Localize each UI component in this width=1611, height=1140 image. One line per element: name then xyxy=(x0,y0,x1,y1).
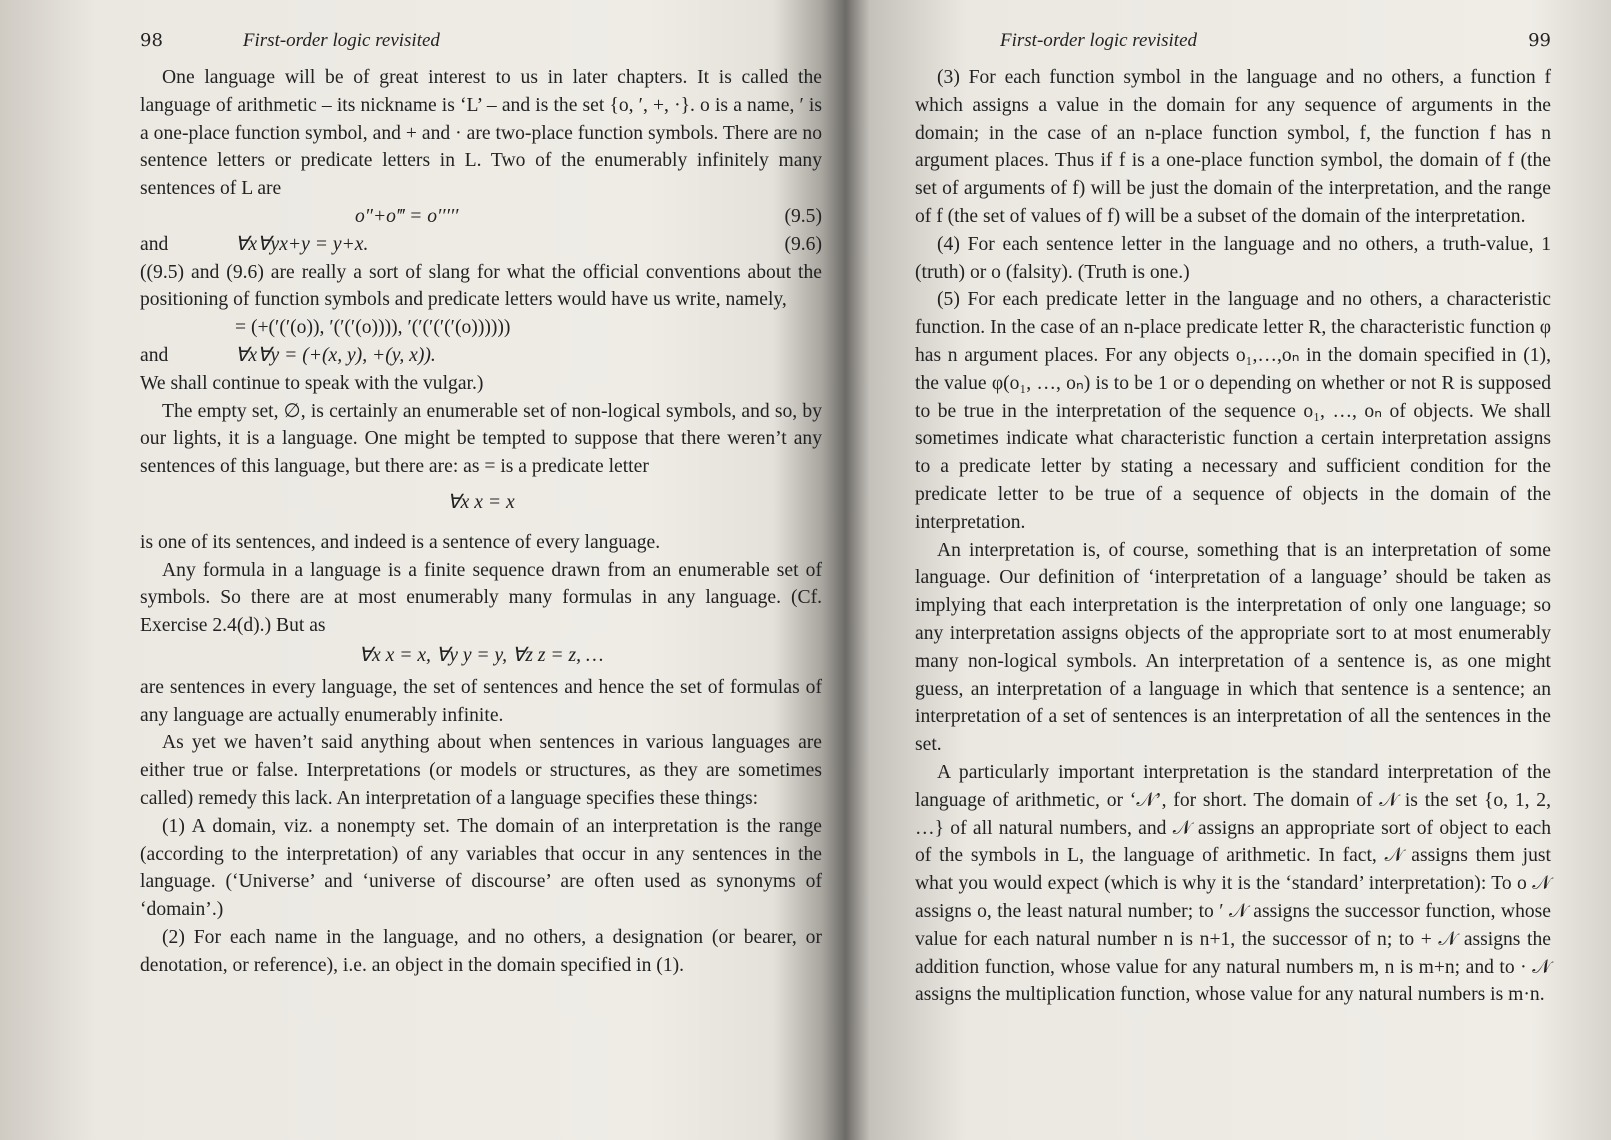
formula-forall-x: ∀x x = x xyxy=(447,491,515,513)
paragraph: As yet we haven’t said anything about when sentences in various languages are either true or false. Interpretations (or models or structures, as they are sometimes called) remedy this lack. An interpretation of a language specifies these things: xyxy=(140,732,822,809)
paragraph: We shall continue to speak with the vulgar.) xyxy=(140,372,484,394)
equation-formula: ∀x∀yx+y = y+x. xyxy=(235,233,369,255)
paragraph: (3) For each function symbol in the language and no others, a function f which assigns a value in the domain for any sequence of arguments in the domain; in the case of an n-place function symbol, f, the function f has n argument places. Thus if f is a one-place function symbol, the domain of f (the set of arguments of f) will be just the domain of the interpretation, and the range of f (the set of values of f) will be a subset of the domain of the interpretation. xyxy=(915,67,1551,227)
paragraph: are sentences in every language, the set of sentences and hence the set of formulas of any language are actually enumerably infinite. xyxy=(140,676,822,726)
paragraph: ((9.5) and (9.6) are really a sort of slang for what the official conventions about the positioning of function symbols and predicate letters would have us write, namely, xyxy=(140,261,822,311)
right-running-head: First-order logic revisited xyxy=(1000,30,1198,51)
paragraph: An interpretation is, of course, something that is an interpretation of some language. Our definition of ‘interpretation of a language’ should be taken as implying that each interpretation is the interpretation of only one language; so any interpretation assigns objects of the appropriate sort to at most enumerably many non-logical symbols. An interpretation of a sentence is, as one might guess, an interpretation of a language in which that sentence is a sentence; an interpretation of a set of sentences is an interpretation of all the sentences in the set. xyxy=(915,539,1551,756)
equation-lead: and xyxy=(140,233,169,255)
paragraph: The empty set, ∅, is certainly an enumerable set of non-logical symbols, and so, by our lights, it is a language. One might be tempted to suppose that there weren’t any sentences of this language, but there are: as = is a predicate letter xyxy=(140,400,822,478)
equation-number: (9.6) xyxy=(784,233,822,255)
paragraph: (1) A domain, viz. a nonempty set. The domain of an interpretation is the range (according to the interpretation) of any variables that occur in any sentences in the language. (‘Universe’ and ‘universe of discourse’ are often used as synonyms of ‘domain’.) xyxy=(140,815,822,921)
paragraph: (5) For each predicate letter in the language and no others, a characteristic function. In the case of an n-place predicate letter R, the characteristic function φ has n argument places. For any objects o₁,…,oₙ in the domain specified in (1), the value φ(o₁, …, oₙ) is to be 1 or o depending on whether or not R is supposed to be true in the interpretation of the sequence o₁, …, oₙ of objects. We shall sometimes indicate what characteristic function a certain interpretation assigns to a predicate letter by stating a necessary and sufficient condition for the predicate letter to be true of a sequence of objects in the domain of the interpretation. xyxy=(915,289,1551,533)
formula: = (+(′(′(o)), ′(′(′(o)))), ′(′(′(′(′(o)))))) xyxy=(235,317,511,339)
formula: ∀x∀y = (+(x, y), +(y, x)). xyxy=(235,344,436,366)
official-formula-1 xyxy=(140,314,822,342)
equation-formula: o″+o‴ = o′′′′′ xyxy=(355,205,459,227)
paragraph: (2) For each name in the language, and no others, a designation (or bearer, or denotation, or reference), i.e. an object in the domain specified in (1). xyxy=(140,926,822,976)
paragraph: A particularly important interpretation is the standard interpretation of the language of arithmetic, or ‘𝒩’, for short. The domain of 𝒩 is the set {o, 1, 2, …} of all natural numbers, and 𝒩 assigns an appropriate sort of object to each of the symbols in L, the language of arithmetic. In fact, 𝒩 assigns them just what you would expect (which is why it is the ‘standard’ interpretation): To o 𝒩 assigns o, the least natural number; to ′ 𝒩 assigns the successor function, whose value for each natural number n is n+1, the successor of n; to + 𝒩 assigns the addition function, whose value for any natural numbers m, n is m+n; and to · 𝒩 assigns the multiplication function, whose value for any natural numbers is m·n. xyxy=(915,761,1551,1006)
paragraph: Any formula in a language is a finite sequence drawn from an enumerable set of symbols. So there are at most enumerably many formulas in any language. (Cf. Exercise 2.4(d).) But as xyxy=(140,559,822,637)
left-running-head: First-order logic revisited xyxy=(242,30,440,51)
left-page-number: 98 xyxy=(140,30,163,51)
paragraph: One language will be of great interest to us in later chapters. It is called the language of arithmetic – its nickname is ‘L’ – and is the set {o, ′, +, ·}. o is a name, ′ is a one-place function symbol, and + and · are two-place function symbols. There are no sentence letters or predicate letters in L. Two of the enumerably infinitely many sentences of L are xyxy=(140,67,822,200)
formula-lead: and xyxy=(140,344,169,366)
paragraph: is one of its sentences, and indeed is a sentence of every language. xyxy=(140,531,661,553)
official-formula-2 xyxy=(140,342,822,370)
equation-9-6 xyxy=(140,231,822,259)
formula-list: ∀x x = x, ∀y y = y, ∀z z = z, … xyxy=(358,644,604,666)
left-body xyxy=(140,64,822,980)
right-page-number: 99 xyxy=(1528,30,1551,51)
right-running-header xyxy=(915,30,1551,64)
paragraph: (4) For each sentence letter in the language and no others, a truth-value, 1 (truth) or o (falsity). (Truth is one.) xyxy=(915,233,1551,283)
left-running-header xyxy=(140,30,822,64)
right-page xyxy=(855,0,1611,1140)
right-body xyxy=(915,64,1551,1009)
equation-number: (9.5) xyxy=(784,205,822,227)
equation-9-5 xyxy=(140,203,822,231)
